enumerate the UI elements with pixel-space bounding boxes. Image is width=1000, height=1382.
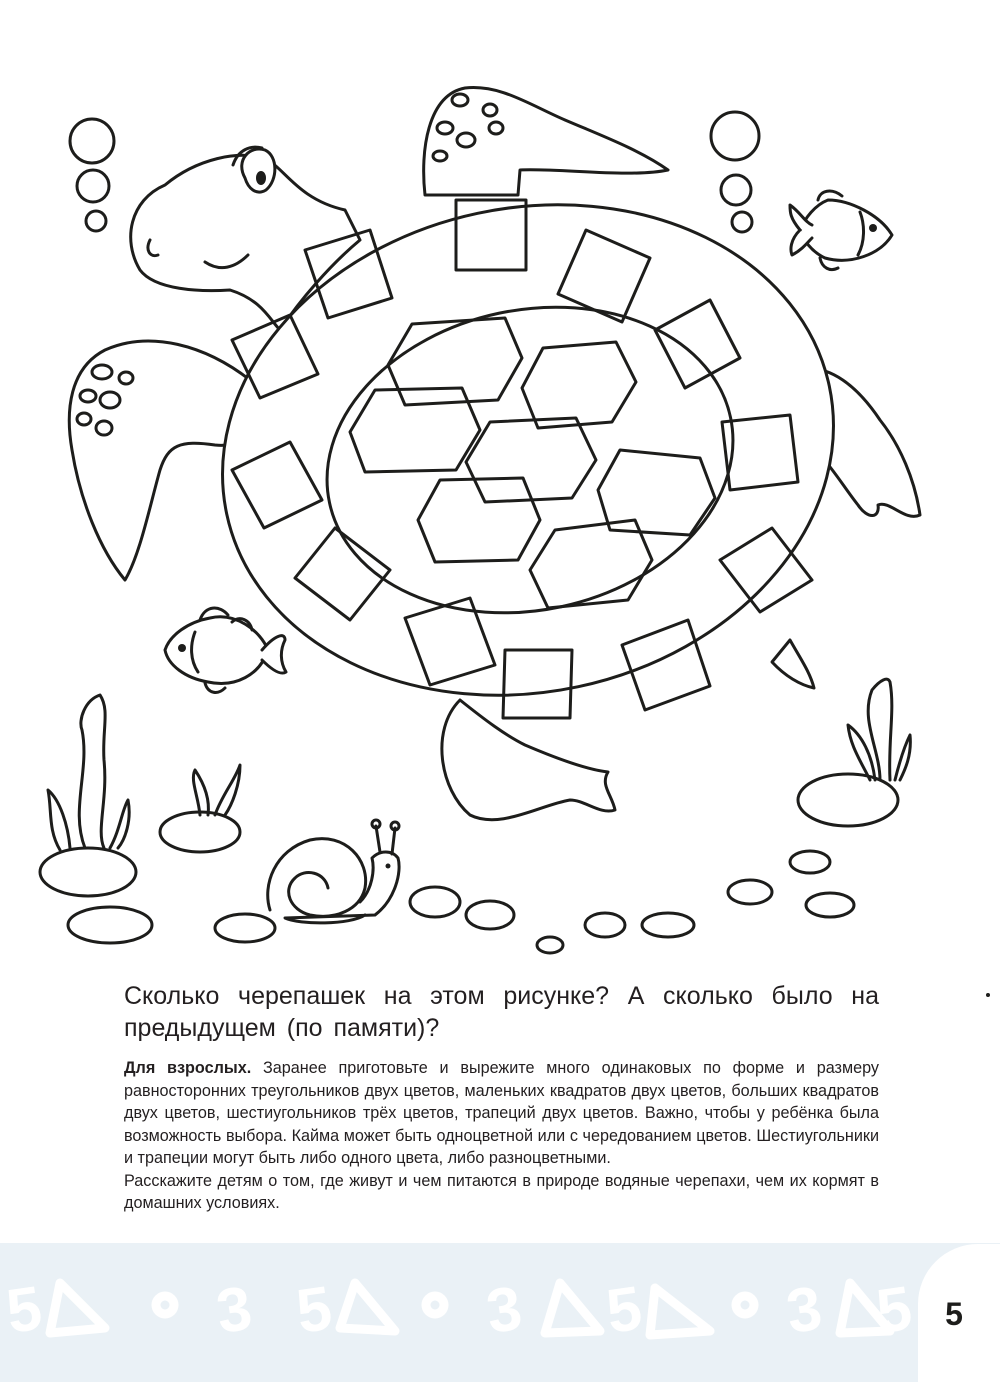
seaweed-right <box>848 679 910 780</box>
footer-glyph: 5 <box>602 1273 647 1347</box>
instructions-paragraph-1 <box>124 1057 879 1170</box>
footer-glyph: 5 <box>292 1273 337 1347</box>
stone <box>537 937 563 953</box>
seaweed-left <box>48 695 129 850</box>
footer-triangle-shape <box>340 1283 395 1331</box>
fish-right <box>790 191 892 269</box>
question-text: Сколько черепашек на этом рисунке? А сколько было на предыдущем (по памяти)? <box>124 982 879 1042</box>
footer-circle-shape <box>156 1296 174 1314</box>
stone <box>215 914 275 942</box>
instructions-label: Для взрослых. <box>124 1059 252 1077</box>
footer-triangle-shape <box>650 1288 710 1335</box>
fish-left <box>165 608 286 692</box>
stone <box>585 913 625 937</box>
tail <box>772 640 814 688</box>
footer-decorative-pattern <box>0 1243 917 1382</box>
footer-glyph: 5 <box>2 1273 47 1347</box>
footer-circle-shape <box>426 1296 444 1314</box>
stone <box>410 887 460 917</box>
eye-pupil <box>256 171 266 185</box>
footer-glyph: 3 <box>212 1273 257 1347</box>
stone <box>642 913 694 937</box>
front-top-flipper <box>424 88 668 195</box>
stone <box>40 848 136 896</box>
stone <box>68 907 152 943</box>
stone <box>790 851 830 873</box>
print-mark <box>986 993 990 997</box>
footer-glyph: 5 <box>872 1273 917 1347</box>
seaweed-small <box>193 765 240 815</box>
stone <box>806 893 854 917</box>
footer-triangle-shape <box>545 1283 600 1333</box>
stone <box>160 812 240 852</box>
footer-glyph: 3 <box>482 1273 527 1347</box>
instructions-body-1: Заранее приготовьте и вырежите много одинаковых по форме и размеру равносторонних треугольников двух цветов, маленьких квадратов двух цветов, больших квадратов двух цветов, шестиугольников трёх цветов, трапеций двух цветов. Важно, чтобы у ребёнка была возможность выбора. Кайма может быть одноцветной или с чередованием цветов. Шестиугольники и трапеции могут быть либо одного цвета, либо разноцветными. <box>124 1059 879 1167</box>
adult-instructions <box>124 1057 879 1215</box>
footer-glyphs <box>2 1274 916 1347</box>
stone <box>798 774 898 826</box>
footer-circle-shape <box>736 1296 754 1314</box>
turtle-eye <box>242 149 275 192</box>
snail <box>268 820 399 923</box>
footer-glyph: 3 <box>782 1273 827 1347</box>
bubbles-right <box>711 112 759 232</box>
page-number: 5 <box>945 1296 963 1332</box>
bubbles-left <box>70 119 114 231</box>
stone <box>728 880 772 904</box>
stone <box>466 901 514 929</box>
instructions-paragraph-2: Расскажите детям о том, где живут и чем питаются в природе водяные черепахи, чем их кормят в домашних условиях. <box>124 1171 879 1212</box>
footer-triangle-shape <box>50 1283 105 1333</box>
